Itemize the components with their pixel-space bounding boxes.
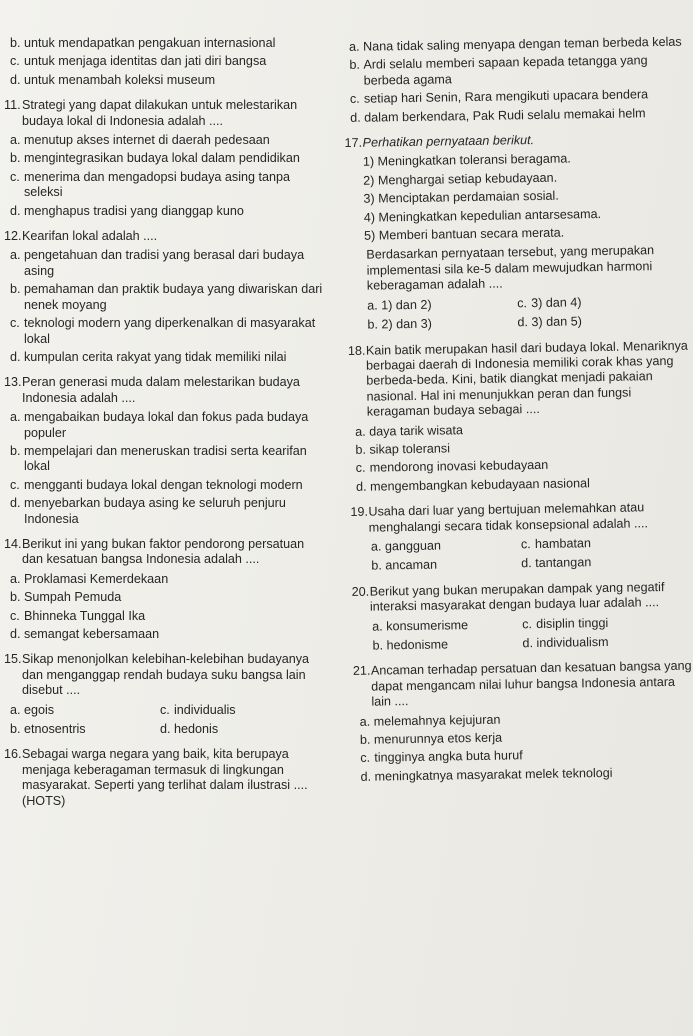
question-16-options — [343, 35, 688, 126]
option-d: d. kumpulan cerita rakyat yang tidak memiliki nilai — [10, 349, 287, 364]
question-19 — [350, 500, 693, 575]
question-16 — [4, 747, 326, 809]
option-b: b. hedonisme — [372, 637, 449, 653]
option-a: a. egois — [10, 702, 55, 717]
option-c: c. menerima dan mengadopsi budaya asing tanpa seleksi — [10, 169, 291, 200]
option-b: b. 2) dan 3) — [367, 316, 432, 332]
option-d: d. semangat kebersamaan — [10, 627, 160, 641]
question-12 — [4, 229, 326, 365]
option-c: c. setiap hari Senin, Rara mengikuti upacara bendera — [349, 87, 649, 107]
question-11 — [4, 98, 326, 219]
option-a: a. 1) dan 2) — [367, 297, 432, 313]
options-grid — [352, 614, 693, 654]
option-c: c. Bhinneka Tunggal Ika — [10, 608, 146, 623]
option-d: d. menghapus tradisi yang dianggap kuno — [10, 203, 244, 218]
question-text: 17.Perhatikan pernyataan berikut. — [344, 133, 535, 151]
option-c: c. hambatan — [520, 536, 592, 552]
options-grid — [351, 535, 693, 575]
option-d: d. untuk menambah koleksi museum — [10, 72, 216, 87]
option-c: c. mengganti budaya lokal dengan teknologi modern — [10, 477, 303, 492]
option-b: b. menurunnya etos kerja — [359, 730, 503, 747]
option-c: c. individualis — [160, 702, 236, 717]
option-c: c. teknologi modern yang diperkenalkan di masyarakat lokal — [10, 316, 316, 346]
question-text: 11.Strategi yang dapat dilakukan untuk melestarikan budaya lokal di Indonesia adalah .... — [4, 98, 298, 128]
question-17 — [345, 131, 692, 334]
option-d: d. mengembangkan kebudayaan nasional — [355, 475, 590, 494]
question-text: 18.Kain batik merupakan hasil dari budaya lokal. Menariknya berbagai daerah di Indonesia memiliki corak khas yang berbeda-beda. Kini, batik diangkat menjadi pakaian nasional. Hal ini menunjukkan peran dan fungsi keragaman budaya sebagai .... — [347, 338, 688, 419]
option-a: a. Nana tidak saling menyapa dengan teman berbeda kelas — [348, 34, 682, 54]
statement-2: 2) Menghargai setiap kebudayaan. — [363, 170, 558, 188]
option-b: b. pemahaman dan praktik budaya yang diwariskan dari nenek moyang — [10, 282, 323, 312]
option-a: a. daya tarik wisata — [355, 422, 464, 439]
option-b: b. ancaman — [371, 557, 438, 573]
option-c: c. mendorong inovasi kebudayaan — [355, 458, 549, 476]
question-text: 20.Berikut yang bukan merupakan dampak yang negatif interaksi masyarakat dengan budaya luar adalah .... — [351, 579, 665, 614]
option-c: c. tingginya angka buta huruf — [360, 748, 523, 766]
option-d: d. individualism — [522, 634, 609, 651]
question-text: 16.Sebagai warga negara yang baik, kita berupaya menjaga keberagaman termasuk di lingkungan masyarakat. Seperti yang terlihat dalam ilustrasi .... (HOTS) — [4, 747, 308, 808]
option-b: b. Sumpah Pemuda — [10, 590, 122, 605]
left-column — [4, 36, 326, 813]
option-c: c. untuk menjaga identitas dan jati diri bangsa — [10, 54, 267, 69]
question-21 — [353, 659, 693, 785]
option-c: c. 3) dan 4) — [517, 294, 582, 310]
question-text: 15.Sikap menonjolkan kelebihan-kelebihan budayanya dan menganggap rendah budaya suku bangsa lain disebut .... — [4, 652, 310, 698]
option-d: d. menyebarkan budaya asing ke seluruh penjuru Indonesia — [10, 496, 286, 526]
question-text: 19.Usaha dari luar yang bertujuan melemahkan atau menghalangi secara tidak konsepsional adalah .... — [350, 500, 649, 535]
statement-3: 3) Menciptakan perdamaian sosial. — [363, 188, 559, 206]
option-b: b. sikap toleransi — [355, 441, 451, 457]
option-b: b. mengintegrasikan budaya lokal dalam pendidikan — [10, 151, 300, 166]
question-20 — [352, 579, 693, 654]
option-a: a. menutup akses internet di daerah pedesaan — [10, 133, 270, 148]
option-a: a. pengetahuan dan tradisi yang berasal dari budaya asing — [10, 248, 305, 278]
options-grid — [4, 703, 326, 738]
statement-1: 1) Meningkatkan toleransi beragama. — [362, 151, 571, 170]
question-10-tail — [4, 36, 326, 88]
question-text: 21.Ancaman terhadap persatuan dan kesatuan bangsa yang dapat mengancam nilai luhur bangsa Indonesia antara lain .... — [352, 659, 692, 709]
option-a: a. Proklamasi Kemerdekaan — [10, 571, 169, 586]
option-d: d. dalam berkendara, Pak Rudi selalu memakai helm — [350, 105, 646, 125]
option-d: d. hedonis — [160, 722, 219, 737]
option-a: a. melemahnya kejujuran — [359, 712, 501, 729]
option-b: b. mempelajari dan meneruskan tradisi serta kearifan lokal — [10, 443, 307, 474]
option-d: d. tantangan — [521, 555, 592, 571]
options-grid — [347, 293, 692, 333]
question-18 — [348, 338, 693, 495]
option-a: a. mengabaikan budaya lokal dan fokus pada budaya populer — [10, 410, 309, 440]
option-b: b. untuk mendapatkan pengakuan internasional — [10, 36, 276, 50]
option-a: a. konsumerisme — [372, 617, 469, 634]
question-text: 12.Kearifan lokal adalah .... — [4, 229, 158, 244]
option-c: c. disiplin tinggi — [522, 615, 609, 631]
question-13 — [4, 375, 326, 527]
option-b: b. Ardi selalu memberi sapaan kepada tetangga yang berbeda agama — [349, 53, 648, 88]
option-d: d. meningkatnya masyarakat melek teknologi — [360, 765, 613, 784]
right-column — [343, 35, 693, 789]
question-15 — [4, 652, 326, 737]
question-text: 14.Berikut ini yang bukan faktor pendorong persatuan dan kesatuan bangsa Indonesia adalah .... — [4, 536, 305, 567]
option-a: a. gangguan — [370, 538, 442, 554]
question-14 — [4, 537, 326, 642]
option-d: d. 3) dan 5) — [517, 314, 582, 330]
question-text: 13.Peran generasi muda dalam melestarikan budaya Indonesia adalah .... — [4, 375, 300, 405]
statement-5: 5) Memberi bantuan secara merata. — [363, 225, 565, 243]
question-stem: Berdasarkan pernyataan tersebut, yang merupakan implementasi sila ke-5 dalam mewujudkan harmoni keberagaman adalah .... — [366, 243, 655, 293]
option-b: b. etnosentris — [10, 722, 86, 737]
statement-4: 4) Meningkatkan kepedulian antarsesama. — [363, 206, 602, 225]
